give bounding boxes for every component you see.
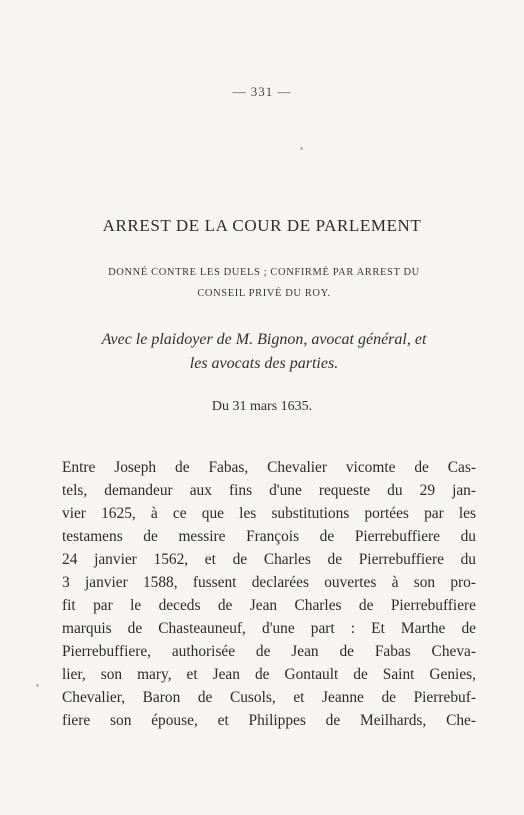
body-line: Pierrebuffiere, authorisée de Jean de Fabas Cheva- [62, 643, 476, 660]
body-line: fiere son épouse, et Philippes de Meilhards, Che- [62, 712, 476, 729]
plaidoyer-line: Avec le plaidoyer de M. Bignon, avocat général, et [101, 331, 427, 348]
paper-speck [300, 147, 303, 150]
body-line: vier 1625, à ce que les substitutions portées par les [62, 505, 476, 522]
document-title: ARREST DE LA COUR DE PARLEMENT [102, 216, 422, 235]
body-line: Chevalier, Baron de Cusols, et Jeanne de Pierrebuf- [62, 689, 476, 706]
body-paragraph [62, 456, 476, 732]
plaidoyer-line: les avocats des parties. [189, 355, 339, 372]
body-line: 24 janvier 1562, et de Charles de Pierrebuffiere du [62, 551, 476, 568]
document-subtitle [60, 262, 468, 304]
subtitle-line: DONNÉ CONTRE LES DUELS ; CONFIRMÉ PAR ARREST DU [108, 267, 420, 278]
body-line: 3 janvier 1588, fussent declarées ouvertes à son pro- [62, 574, 476, 591]
body-line: testamens de messire François de Pierrebuffiere du [62, 528, 476, 545]
body-line: tels, demandeur aux fins d'une requeste du 29 jan- [62, 482, 476, 499]
paper-speck [36, 684, 39, 687]
body-line: fit par le deceds de Jean Charles de Pierrebuffiere [62, 597, 476, 614]
decree-date: Du 31 mars 1635. [211, 399, 313, 414]
page-number: — 331 — [232, 84, 292, 99]
body-line: Entre Joseph de Fabas, Chevalier vicomte de Cas- [62, 459, 476, 476]
body-line: lier, son mary, et Jean de Gontault de Saint Genies, [62, 666, 476, 683]
body-line: marquis de Chasteauneuf, d'une part : Et Marthe de [62, 620, 476, 637]
plaidoyer-note [50, 328, 478, 376]
subtitle-line: CONSEIL PRIVÉ DU ROY. [197, 288, 331, 299]
